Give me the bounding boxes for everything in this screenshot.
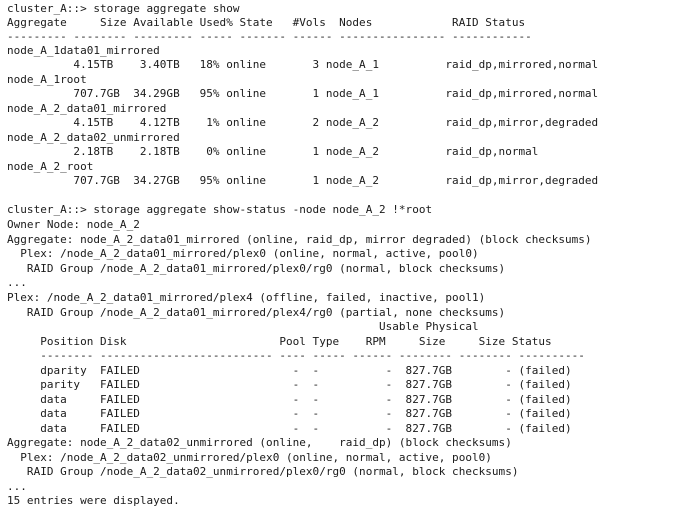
aggregate-row: 4.15TB 4.12TB 1% online 2 node_A_2 raid_dp,mirror,degraded: [7, 116, 599, 129]
disk-table-header: Position Disk Pool Type RPM Size Size Status: [7, 335, 552, 348]
entries-count-line: 15 entries were displayed.: [7, 494, 180, 507]
plex-status: Plex: /node_A_2_data01_mirrored/plex4 (offline, failed, inactive, pool1): [7, 291, 486, 304]
aggregate-row: 707.7GB 34.29GB 95% online 1 node_A_1 raid_dp,mirrored,normal: [7, 87, 599, 100]
disk-row: dparity FAILED - - - 827.7GB - (failed): [7, 364, 572, 377]
disk-row: data FAILED - - - 827.7GB - (failed): [7, 393, 572, 406]
raid-group-status: RAID Group /node_A_2_data01_mirrored/plex0/rg0 (normal, block checksums): [7, 262, 506, 275]
plex-status: Plex: /node_A_2_data02_unmirrored/plex0 (online, normal, active, pool0): [7, 451, 492, 464]
aggregate-name: node_A_1data01_mirrored: [7, 44, 160, 57]
aggregate-row: 4.15TB 3.40TB 18% online 3 node_A_1 raid_dp,mirrored,normal: [7, 58, 599, 71]
aggregate-row: 707.7GB 34.27GB 95% online 1 node_A_2 raid_dp,mirror,degraded: [7, 174, 599, 187]
disk-row: data FAILED - - - 827.7GB - (failed): [7, 422, 572, 435]
table-header: Aggregate Size Available Used% State #Vols Nodes RAID Status: [7, 16, 526, 29]
disk-table-separator: -------- -------------------------- ---- ----- ------ -------- -------- ----------: [7, 349, 585, 362]
aggregate-name: node_A_2_data01_mirrored: [7, 102, 167, 115]
command-line: cluster_A::> storage aggregate show: [7, 2, 240, 15]
raid-group-status: RAID Group /node_A_2_data02_unmirrored/plex0/rg0 (normal, block checksums): [7, 465, 519, 478]
ellipsis-line: ...: [7, 276, 27, 289]
owner-node-line: Owner Node: node_A_2: [7, 218, 140, 231]
disk-row: parity FAILED - - - 827.7GB - (failed): [7, 378, 572, 391]
disk-table-header-top: Usable Physical: [7, 320, 479, 333]
table-separator: --------- -------- --------- ----- ------- ------ ---------------- ------------: [7, 30, 532, 43]
aggregate-status: Aggregate: node_A_2_data01_mirrored (online, raid_dp, mirror degraded) (block checksums): [7, 233, 592, 246]
aggregate-name: node_A_2_root: [7, 160, 94, 173]
command-line: cluster_A::> storage aggregate show-status -node node_A_2 !*root: [7, 203, 433, 216]
disk-row: data FAILED - - - 827.7GB - (failed): [7, 407, 572, 420]
aggregate-row: 2.18TB 2.18TB 0% online 1 node_A_2 raid_dp,normal: [7, 145, 539, 158]
raid-group-status: RAID Group /node_A_2_data01_mirrored/plex4/rg0 (partial, none checksums): [7, 306, 506, 319]
aggregate-name: node_A_2_data02_unmirrored: [7, 131, 180, 144]
aggregate-name: node_A_1root: [7, 73, 87, 86]
aggregate-status: Aggregate: node_A_2_data02_unmirrored (online, raid_dp) (block checksums): [7, 436, 512, 449]
ellipsis-line: ...: [7, 480, 27, 493]
plex-status: Plex: /node_A_2_data01_mirrored/plex0 (online, normal, active, pool0): [7, 247, 479, 260]
